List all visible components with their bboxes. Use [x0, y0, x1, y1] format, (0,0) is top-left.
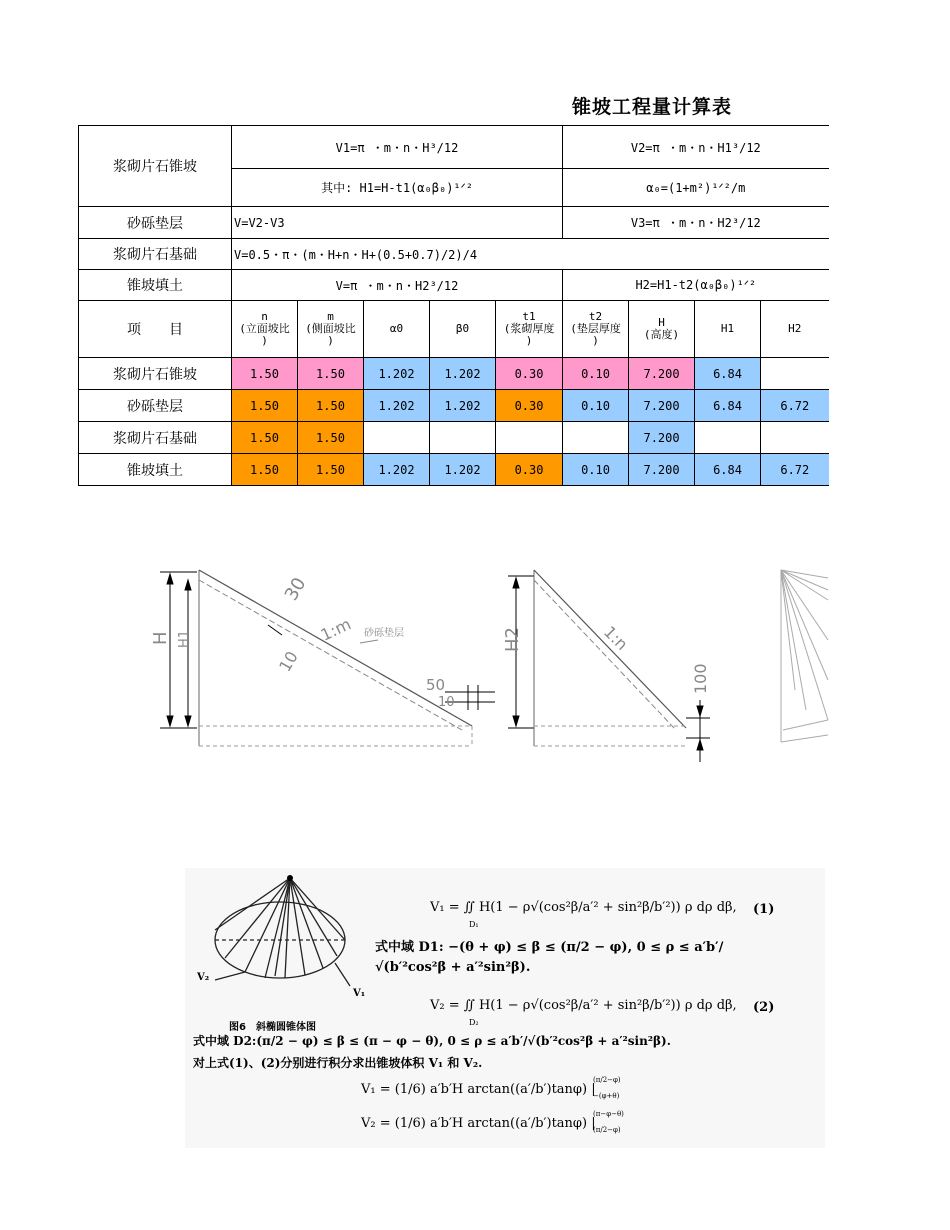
label-H: H — [150, 631, 171, 645]
column-header-line: t2 — [588, 310, 603, 323]
row-label-fill: 锥坡填土 — [79, 270, 232, 301]
table-cell: 0.30 — [496, 358, 563, 390]
column-header — [298, 301, 364, 358]
figure-caption: 图6 斜椭圆锥体图 — [229, 1022, 316, 1033]
table-cell: 1.50 — [232, 422, 298, 454]
slope-inner — [199, 580, 462, 730]
label-1n: 1:n — [599, 622, 632, 654]
table-cell — [364, 422, 430, 454]
table-cell: 6.84 — [695, 358, 761, 390]
column-header-line: n — [261, 310, 268, 323]
slope-inner — [534, 580, 676, 730]
formula-h2: H2=H1-t2(α₀β₀)¹ᐟ² — [563, 270, 829, 301]
table-row — [79, 390, 829, 422]
column-header-line: H — [658, 316, 665, 329]
formula-v2: V2=π ・m・n・H1³/12 — [563, 126, 829, 169]
table-cell: 0.10 — [563, 358, 629, 390]
label-gravel: 砂砾垫层 — [364, 628, 404, 639]
column-header — [364, 301, 430, 358]
row-label: 浆砌片石基础 — [79, 422, 232, 454]
table-cell: 1.202 — [364, 390, 430, 422]
table-cell: 1.202 — [430, 454, 496, 486]
table-cell: 1.202 — [364, 358, 430, 390]
header-item: 项 目 — [79, 301, 232, 358]
table-cell — [695, 422, 761, 454]
v2-domain: D₂ — [469, 1018, 479, 1027]
table-cell: 7.200 — [629, 422, 695, 454]
arrow — [167, 574, 173, 584]
column-header — [232, 301, 298, 358]
domain1-line1: 式中域 D1: −(θ + φ) ≤ β ≤ (π/2 − φ), 0 ≤ ρ ≤ a′b′/ — [375, 940, 724, 955]
table-cell: 1.50 — [298, 358, 364, 390]
table-cell — [430, 422, 496, 454]
slope-outer — [534, 570, 686, 728]
v2-limit-top: (π−φ−θ) — [593, 1110, 624, 1118]
column-header — [629, 301, 695, 358]
calculation-table — [78, 125, 829, 486]
row-label-foundation: 浆砌片石基础 — [79, 239, 232, 270]
domain2-line: 式中域 D2:(π/2 − φ) ≤ β ≤ (π − φ − θ), 0 ≤ ρ ≤ a′b′/√(b′²cos²β + a′²sin²β). — [193, 1034, 671, 1048]
row-label: 浆砌片石锥坡 — [79, 358, 232, 390]
middle-section — [508, 570, 710, 762]
v2-result: V₂ = (1/6) a′b′H arctan((a′/b′)tanφ) | — [361, 1116, 596, 1131]
table-cell: 1.50 — [298, 454, 364, 486]
table-cell: 0.30 — [496, 454, 563, 486]
eq1-number: (1) — [753, 902, 775, 917]
label-10b: 10 — [438, 695, 455, 710]
leader — [360, 640, 378, 643]
table-cell: 1.50 — [232, 454, 298, 486]
table-cell: 1.50 — [232, 358, 298, 390]
arrow — [513, 716, 519, 726]
table-cell — [761, 422, 829, 454]
v1-result: V₁ = (1/6) a′b′H arctan((a′/b′)tanφ) | — [361, 1082, 596, 1097]
slope-section-diagram — [0, 540, 950, 770]
v2-limit-bottom: (π/2−φ) — [593, 1126, 621, 1134]
table-cell: 1.202 — [430, 390, 496, 422]
formula-panel — [185, 868, 825, 1148]
column-header-line: (侧面坡比 — [305, 322, 356, 335]
column-header-line: α0 — [389, 322, 404, 335]
formula-gravel-v: V=V2-V3 — [232, 207, 563, 239]
domain1-line2: √(b′²cos²β + a′²sin²β). — [375, 960, 531, 975]
column-header-line: H2 — [788, 322, 802, 335]
label-50: 50 — [426, 676, 446, 694]
table-cell: 1.50 — [298, 390, 364, 422]
column-header — [430, 301, 496, 358]
integrate-line: 对上式(1)、(2)分别进行积分求出锥坡体积 V₁ 和 V₂. — [193, 1056, 483, 1070]
column-header-line: ) — [592, 334, 599, 347]
column-header-line: H1 — [720, 322, 735, 335]
right-fan — [781, 570, 828, 742]
eq2-number: (2) — [753, 1000, 775, 1015]
column-header-line: ) — [327, 334, 334, 347]
table-row — [79, 422, 829, 454]
row-label: 锥坡填土 — [79, 454, 232, 486]
v1-limit-top: (π/2−φ) — [593, 1076, 621, 1084]
table-cell — [563, 422, 629, 454]
formula-foundation-v: V=0.5・π・(m・H+n・H+(0.5+0.7)/2)/4 — [232, 239, 829, 270]
column-header-line: (垫层厚度 — [570, 322, 621, 335]
table-cell — [496, 422, 563, 454]
arrow — [697, 706, 703, 716]
column-header-line: m — [327, 310, 334, 323]
table-cell: 7.200 — [629, 454, 695, 486]
column-header-line: β0 — [455, 322, 470, 335]
table-cell: 1.50 — [298, 422, 364, 454]
table-cell: 0.10 — [563, 454, 629, 486]
table-cell: 6.84 — [695, 390, 761, 422]
arrow — [185, 580, 191, 590]
label-10: 10 — [275, 647, 302, 676]
table-cell: 1.202 — [364, 454, 430, 486]
column-header-line: (浆砌厚度 — [503, 322, 555, 335]
slope-outer — [199, 570, 472, 726]
table-cell: 0.10 — [563, 390, 629, 422]
column-header — [695, 301, 761, 358]
column-header-line: (高度) — [643, 328, 680, 341]
row-label: 砂砾垫层 — [79, 390, 232, 422]
column-header — [761, 301, 829, 358]
formula-fill-v: V=π ・m・n・H2³/12 — [232, 270, 563, 301]
arrow — [513, 578, 519, 588]
v1-limit-bottom: −(φ+θ) — [593, 1092, 620, 1100]
formula-h1: 其中: H1=H-t1(α₀β₀)¹ᐟ² — [232, 169, 563, 207]
table-cell: 6.72 — [761, 454, 829, 486]
table-cell — [761, 358, 829, 390]
row-label-masonry-cone: 浆砌片石锥坡 — [79, 126, 232, 207]
column-header-line: t1 — [522, 310, 536, 323]
v1-formula: V₁ = ∬ H(1 − ρ√(cos²β/a′² + sin²β/b′²)) ρ dρ dβ, — [430, 900, 737, 915]
table-cell: 6.72 — [761, 390, 829, 422]
arrow — [167, 716, 173, 726]
label-H1: H1 — [177, 629, 192, 648]
formula-alpha0: α₀=(1+m²)¹ᐟ²/m — [563, 169, 829, 207]
page-title: 锥坡工程量计算表 — [572, 96, 733, 118]
table-cell: 7.200 — [629, 358, 695, 390]
column-header-line: ) — [261, 334, 268, 347]
v1-domain: D₁ — [469, 920, 479, 929]
table-row — [79, 454, 829, 486]
label-30: 30 — [280, 574, 311, 605]
cone-label-v2: V₂ — [197, 972, 210, 983]
table-cell: 6.84 — [695, 454, 761, 486]
label-H2: H2 — [502, 627, 523, 652]
cone-label-v1: V₁ — [353, 988, 366, 999]
table-cell: 7.200 — [629, 390, 695, 422]
table-row — [79, 358, 829, 390]
row-label-gravel: 砂砾垫层 — [79, 207, 232, 239]
v2-formula: V₂ = ∬ H(1 − ρ√(cos²β/a′² + sin²β/b′²)) ρ dρ dβ, — [430, 998, 737, 1013]
column-header-line: (立面坡比 — [239, 322, 290, 335]
formula-v1: V1=π ・m・n・H³/12 — [232, 126, 563, 169]
formula-v3: V3=π ・m・n・H2³/12 — [563, 207, 829, 239]
label-100: 100 — [691, 663, 710, 694]
table-cell: 0.30 — [496, 390, 563, 422]
column-header-line: ) — [525, 334, 533, 347]
table-cell: 1.202 — [430, 358, 496, 390]
left-section — [160, 570, 495, 746]
table-cell: 1.50 — [232, 390, 298, 422]
column-header — [563, 301, 629, 358]
label-1m: 1:m — [317, 614, 354, 645]
arrow — [697, 740, 703, 750]
column-header — [496, 301, 563, 358]
arrow — [185, 716, 191, 726]
